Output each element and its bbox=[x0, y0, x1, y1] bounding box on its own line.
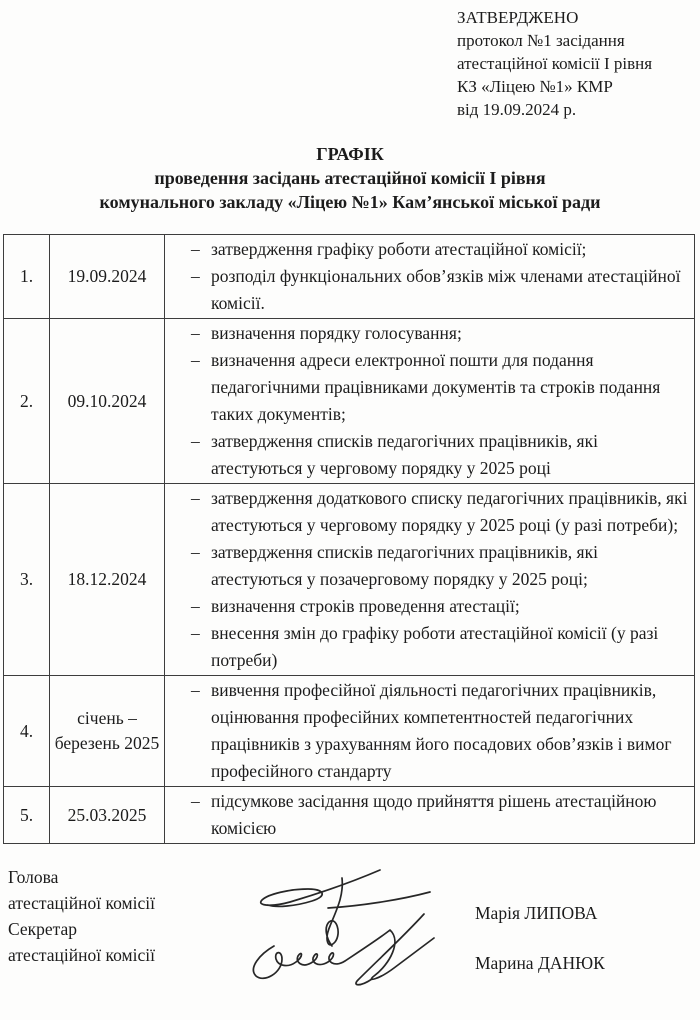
row-date-cell: 09.10.2024 bbox=[50, 319, 165, 484]
dash-bullet: – bbox=[191, 623, 200, 643]
schedule-table bbox=[3, 234, 695, 844]
agenda-item-text: вивчення професійної діяльності педагогічних працівників, оцінювання професійних компетентностей педагогічних працівників з урахуванням його посадових обов’язків і вимог професійного стандарту bbox=[211, 680, 672, 781]
dash-bullet: – bbox=[191, 350, 200, 370]
row-number-cell: 2. bbox=[4, 319, 50, 484]
dash-bullet: – bbox=[191, 791, 200, 811]
table-row bbox=[4, 319, 695, 484]
schedule-table-body bbox=[4, 235, 695, 844]
signer-role: атестаційної комісії bbox=[8, 893, 155, 913]
agenda-item-text: визначення строків проведення атестації; bbox=[211, 596, 520, 616]
signature-labels bbox=[8, 864, 155, 968]
table-row bbox=[4, 235, 695, 319]
row-number-cell: 5. bbox=[4, 787, 50, 844]
dash-bullet: – bbox=[191, 596, 200, 616]
agenda-item bbox=[165, 263, 694, 317]
approval-line: атестаційної комісії І рівня bbox=[457, 54, 653, 73]
title-line-1: ГРАФІК bbox=[316, 144, 384, 164]
agenda-item bbox=[165, 485, 694, 539]
dash-bullet: – bbox=[191, 323, 200, 343]
signer-role: Секретар bbox=[8, 919, 78, 939]
agenda-item bbox=[165, 236, 694, 263]
agenda-item-text: затвердження графіку роботи атестаційної комісії; bbox=[211, 239, 587, 259]
signature-block bbox=[0, 858, 700, 988]
row-date-cell: 19.09.2024 bbox=[50, 235, 165, 319]
approval-block bbox=[457, 0, 700, 121]
approval-line: протокол №1 засідання bbox=[457, 31, 625, 50]
row-agenda-cell bbox=[165, 787, 695, 844]
document-title bbox=[0, 142, 700, 214]
agenda-item bbox=[165, 593, 694, 620]
agenda-item-text: затвердження списків педагогічних працівників, які атестуються у черговому порядку у 2025 році bbox=[211, 431, 598, 478]
row-agenda-cell bbox=[165, 319, 695, 484]
agenda-item-text: розподіл функціональних обов’язків між членами атестаційної комісії. bbox=[211, 266, 681, 313]
row-agenda-cell bbox=[165, 676, 695, 787]
approval-line: КЗ «Ліцею №1» КМР bbox=[457, 77, 613, 96]
signer-name: Марина ДАНЮК bbox=[475, 953, 605, 973]
dash-bullet: – bbox=[191, 431, 200, 451]
agenda-item-text: визначення адреси електронної пошти для подання педагогічними працівниками документів та строків подання таких документів; bbox=[211, 350, 661, 424]
agenda-item bbox=[165, 428, 694, 482]
agenda-item-text: затвердження додаткового списку педагогічних працівників, які атестуються у черговому порядку у 2025 році (у разі потреби); bbox=[211, 488, 688, 535]
dash-bullet: – bbox=[191, 239, 200, 259]
row-number-cell: 1. bbox=[4, 235, 50, 319]
signature-icon bbox=[232, 856, 452, 991]
dash-bullet: – bbox=[191, 488, 200, 508]
approval-line: від 19.09.2024 р. bbox=[457, 100, 577, 119]
agenda-item bbox=[165, 539, 694, 593]
row-number-cell: 4. bbox=[4, 676, 50, 787]
title-line-2: проведення засідань атестаційної комісії І рівня bbox=[154, 168, 546, 188]
agenda-item-text: підсумкове засідання щодо прийняття рішень атестаційною комісією bbox=[211, 791, 657, 838]
agenda-item bbox=[165, 677, 694, 785]
row-date-cell: січень – березень 2025 bbox=[50, 676, 165, 787]
agenda-item-text: затвердження списків педагогічних працівників, які атестуються у позачерговому порядку у 2025 році; bbox=[211, 542, 598, 589]
table-row bbox=[4, 676, 695, 787]
row-agenda-cell bbox=[165, 484, 695, 676]
agenda-item bbox=[165, 620, 694, 674]
signer-role: Голова bbox=[8, 867, 59, 887]
row-date-cell: 25.03.2025 bbox=[50, 787, 165, 844]
table-row bbox=[4, 484, 695, 676]
agenda-item-text: внесення змін до графіку роботи атестаційної комісії (у разі потреби) bbox=[211, 623, 659, 670]
agenda-item bbox=[165, 347, 694, 428]
approval-line: ЗАТВЕРДЖЕНО bbox=[457, 8, 579, 27]
row-date-cell: 18.12.2024 bbox=[50, 484, 165, 676]
title-line-3: комунального закладу «Ліцею №1» Кам’янської міської ради bbox=[99, 192, 601, 212]
dash-bullet: – bbox=[191, 266, 200, 286]
row-number-cell: 3. bbox=[4, 484, 50, 676]
agenda-item bbox=[165, 320, 694, 347]
dash-bullet: – bbox=[191, 542, 200, 562]
table-row bbox=[4, 787, 695, 844]
agenda-item-text: визначення порядку голосування; bbox=[211, 323, 462, 343]
agenda-item bbox=[165, 788, 694, 842]
dash-bullet: – bbox=[191, 680, 200, 700]
signer-name: Марія ЛИПОВА bbox=[475, 903, 598, 923]
row-agenda-cell bbox=[165, 235, 695, 319]
signer-role: атестаційної комісії bbox=[8, 945, 155, 965]
